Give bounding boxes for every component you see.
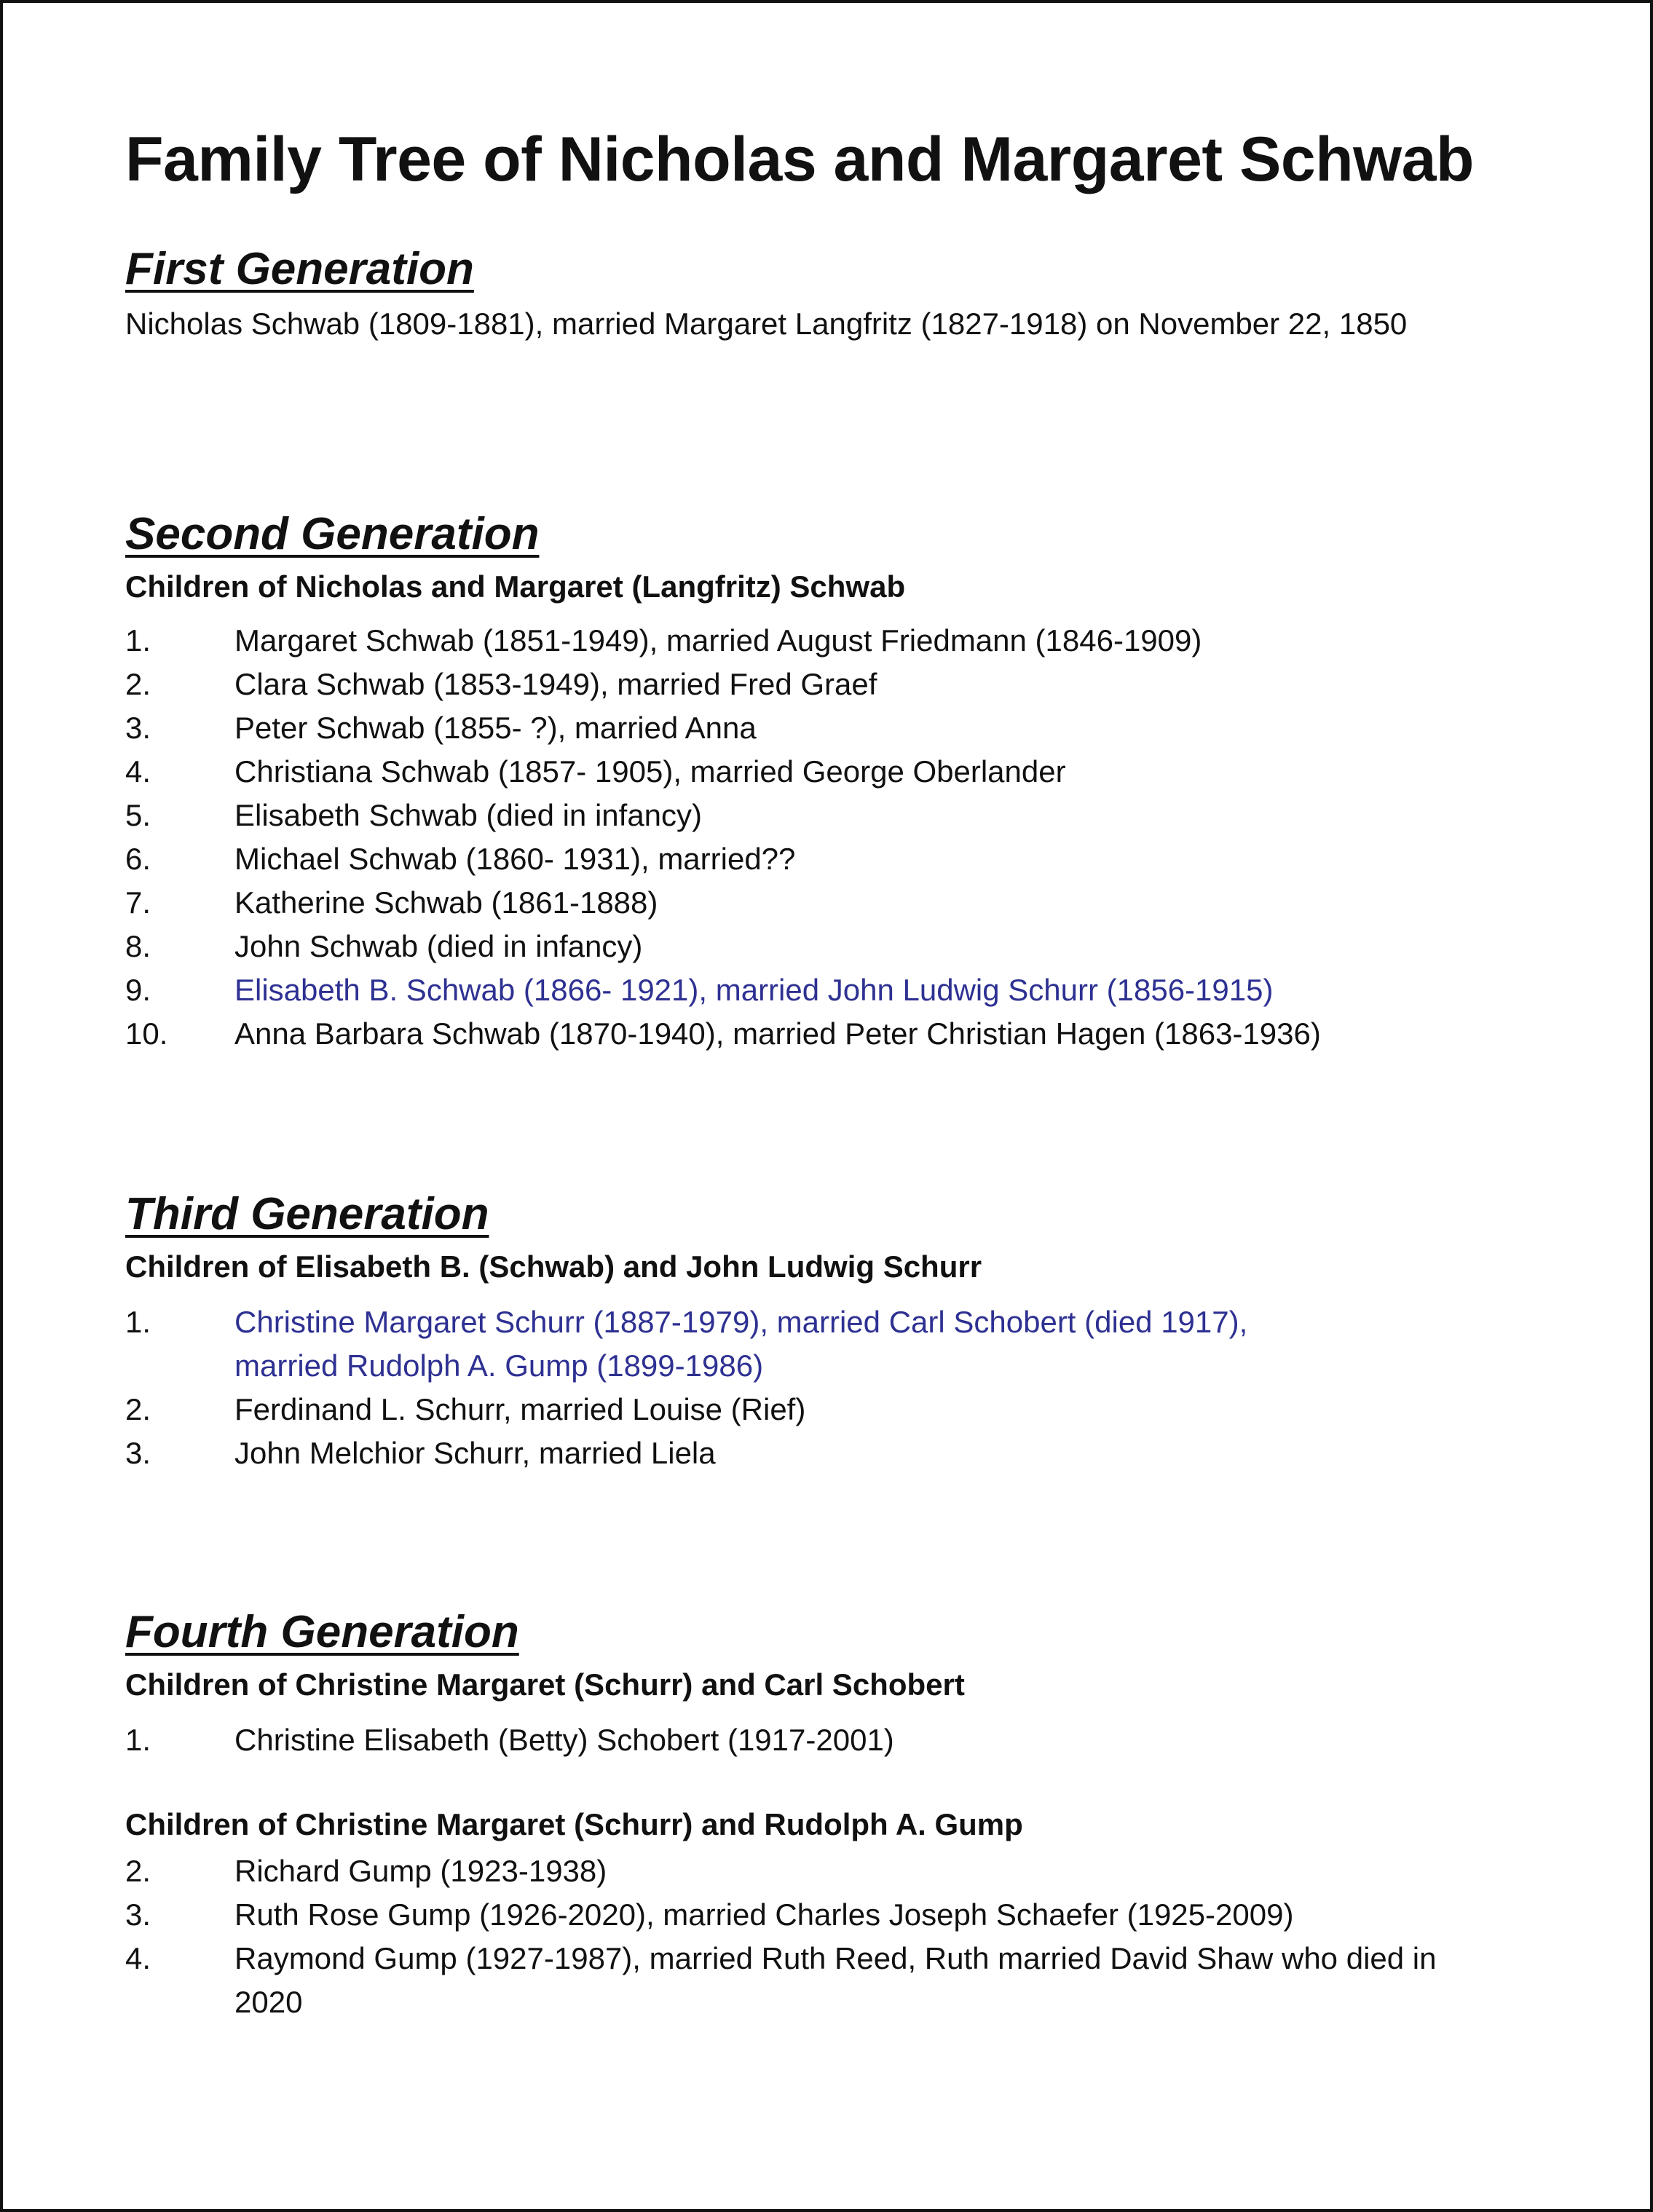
list-item-text: Anna Barbara Schwab (1870-1940), married Peter Christian Hagen (1863-1936) [234, 1016, 1321, 1051]
list-item-number: 5. [125, 798, 151, 832]
list-item-number: 2. [125, 1854, 151, 1888]
list-item [125, 1849, 1582, 1893]
list-item-number: 1. [125, 1305, 151, 1339]
page-title: Family Tree of Nicholas and Margaret Schwab [125, 125, 1474, 194]
list-item [125, 1937, 1582, 2024]
list-item-text: Ruth Rose Gump (1926-2020), married Charles Joseph Schaefer (1925-2009) [234, 1897, 1294, 1932]
first-generation-text: Nicholas Schwab (1809-1881), married Margaret Langfritz (1827-1918) on November 22, 1850 [125, 307, 1408, 341]
list-item-number: 7. [125, 885, 151, 920]
list-item-number: 2. [125, 667, 151, 701]
list-item [125, 1431, 1582, 1475]
list-item-text-line: Christine Margaret Schurr (1887-1979), married Carl Schobert (died 1917), [234, 1305, 1248, 1339]
fourth-generation-subheading-b: Children of Christine Margaret (Schurr) and Rudolph A. Gump [125, 1807, 1023, 1841]
list-item-highlighted [125, 1300, 1582, 1388]
list-item [125, 1718, 1582, 1762]
list-item-text [234, 1300, 1582, 1388]
document-content [125, 119, 1582, 2024]
list-item-number: 9. [125, 973, 151, 1007]
list-item-text: Richard Gump (1923-1938) [234, 1854, 607, 1888]
list-item-text: Clara Schwab (1853-1949), married Fred Graef [234, 667, 877, 701]
list-item-number: 6. [125, 842, 151, 876]
fourth-generation-subheading-a: Children of Christine Margaret (Schurr) and Carl Schobert [125, 1667, 965, 1702]
list-item-number: 3. [125, 1897, 151, 1932]
list-item-text: Katherine Schwab (1861-1888) [234, 885, 658, 920]
list-item [125, 794, 1582, 837]
fourth-generation-section [125, 1603, 1582, 2024]
list-item [125, 619, 1582, 663]
list-item-number: 4. [125, 1941, 151, 1975]
list-item-text: Elisabeth B. Schwab (1866- 1921), married John Ludwig Schurr (1856-1915) [234, 973, 1274, 1007]
list-item-highlighted [125, 968, 1582, 1012]
third-generation-section [125, 1185, 1582, 1475]
list-item-number: 2. [125, 1392, 151, 1426]
list-item-text-line: Raymond Gump (1927-1987), married Ruth Reed, Ruth married David Shaw who died in [234, 1941, 1437, 1975]
list-item-number: 3. [125, 711, 151, 745]
first-generation-section [125, 240, 1582, 345]
list-item-text: Christine Elisabeth (Betty) Schobert (1917-2001) [234, 1723, 894, 1757]
list-item-number: 1. [125, 623, 151, 657]
second-generation-subheading: Children of Nicholas and Margaret (Langfritz) Schwab [125, 569, 906, 604]
list-item [125, 837, 1582, 881]
second-generation-section [125, 505, 1582, 1056]
list-item [125, 881, 1582, 925]
second-generation-heading: Second Generation [125, 509, 540, 559]
list-item [125, 706, 1582, 750]
list-item-number: 8. [125, 929, 151, 963]
list-item [125, 750, 1582, 794]
second-generation-list [125, 619, 1582, 1056]
third-generation-subheading: Children of Elisabeth B. (Schwab) and John Ludwig Schurr [125, 1249, 982, 1284]
list-item-text: Margaret Schwab (1851-1949), married August Friedmann (1846-1909) [234, 623, 1202, 657]
list-item-text-line: 2020 [234, 1985, 303, 2019]
list-item-text: Peter Schwab (1855- ?), married Anna [234, 711, 757, 745]
list-item-text-line: married Rudolph A. Gump (1899-1986) [234, 1348, 764, 1383]
list-item-text: Christiana Schwab (1857- 1905), married George Oberlander [234, 754, 1066, 789]
list-item-text: Ferdinand L. Schurr, married Louise (Rief) [234, 1392, 806, 1426]
list-item-text: Elisabeth Schwab (died in infancy) [234, 798, 703, 832]
list-item [125, 1388, 1582, 1431]
list-item-text [234, 1937, 1582, 2024]
list-item-number: 4. [125, 754, 151, 789]
list-item-number: 1. [125, 1723, 151, 1757]
fourth-generation-heading: Fourth Generation [125, 1607, 519, 1657]
third-generation-heading: Third Generation [125, 1189, 489, 1239]
third-generation-list [125, 1300, 1582, 1475]
list-item-number: 10. [125, 1016, 168, 1051]
list-item-text: Michael Schwab (1860- 1931), married?? [234, 842, 796, 876]
list-item-text: John Melchior Schurr, married Liela [234, 1436, 716, 1470]
list-item [125, 1012, 1582, 1056]
first-generation-heading: First Generation [125, 244, 474, 294]
fourth-generation-list-a [125, 1718, 1582, 1762]
list-item-number: 3. [125, 1436, 151, 1470]
list-item [125, 1893, 1582, 1937]
list-item-text: John Schwab (died in infancy) [234, 929, 643, 963]
fourth-generation-list-b [125, 1849, 1582, 2024]
list-item [125, 663, 1582, 706]
list-item [125, 925, 1582, 968]
